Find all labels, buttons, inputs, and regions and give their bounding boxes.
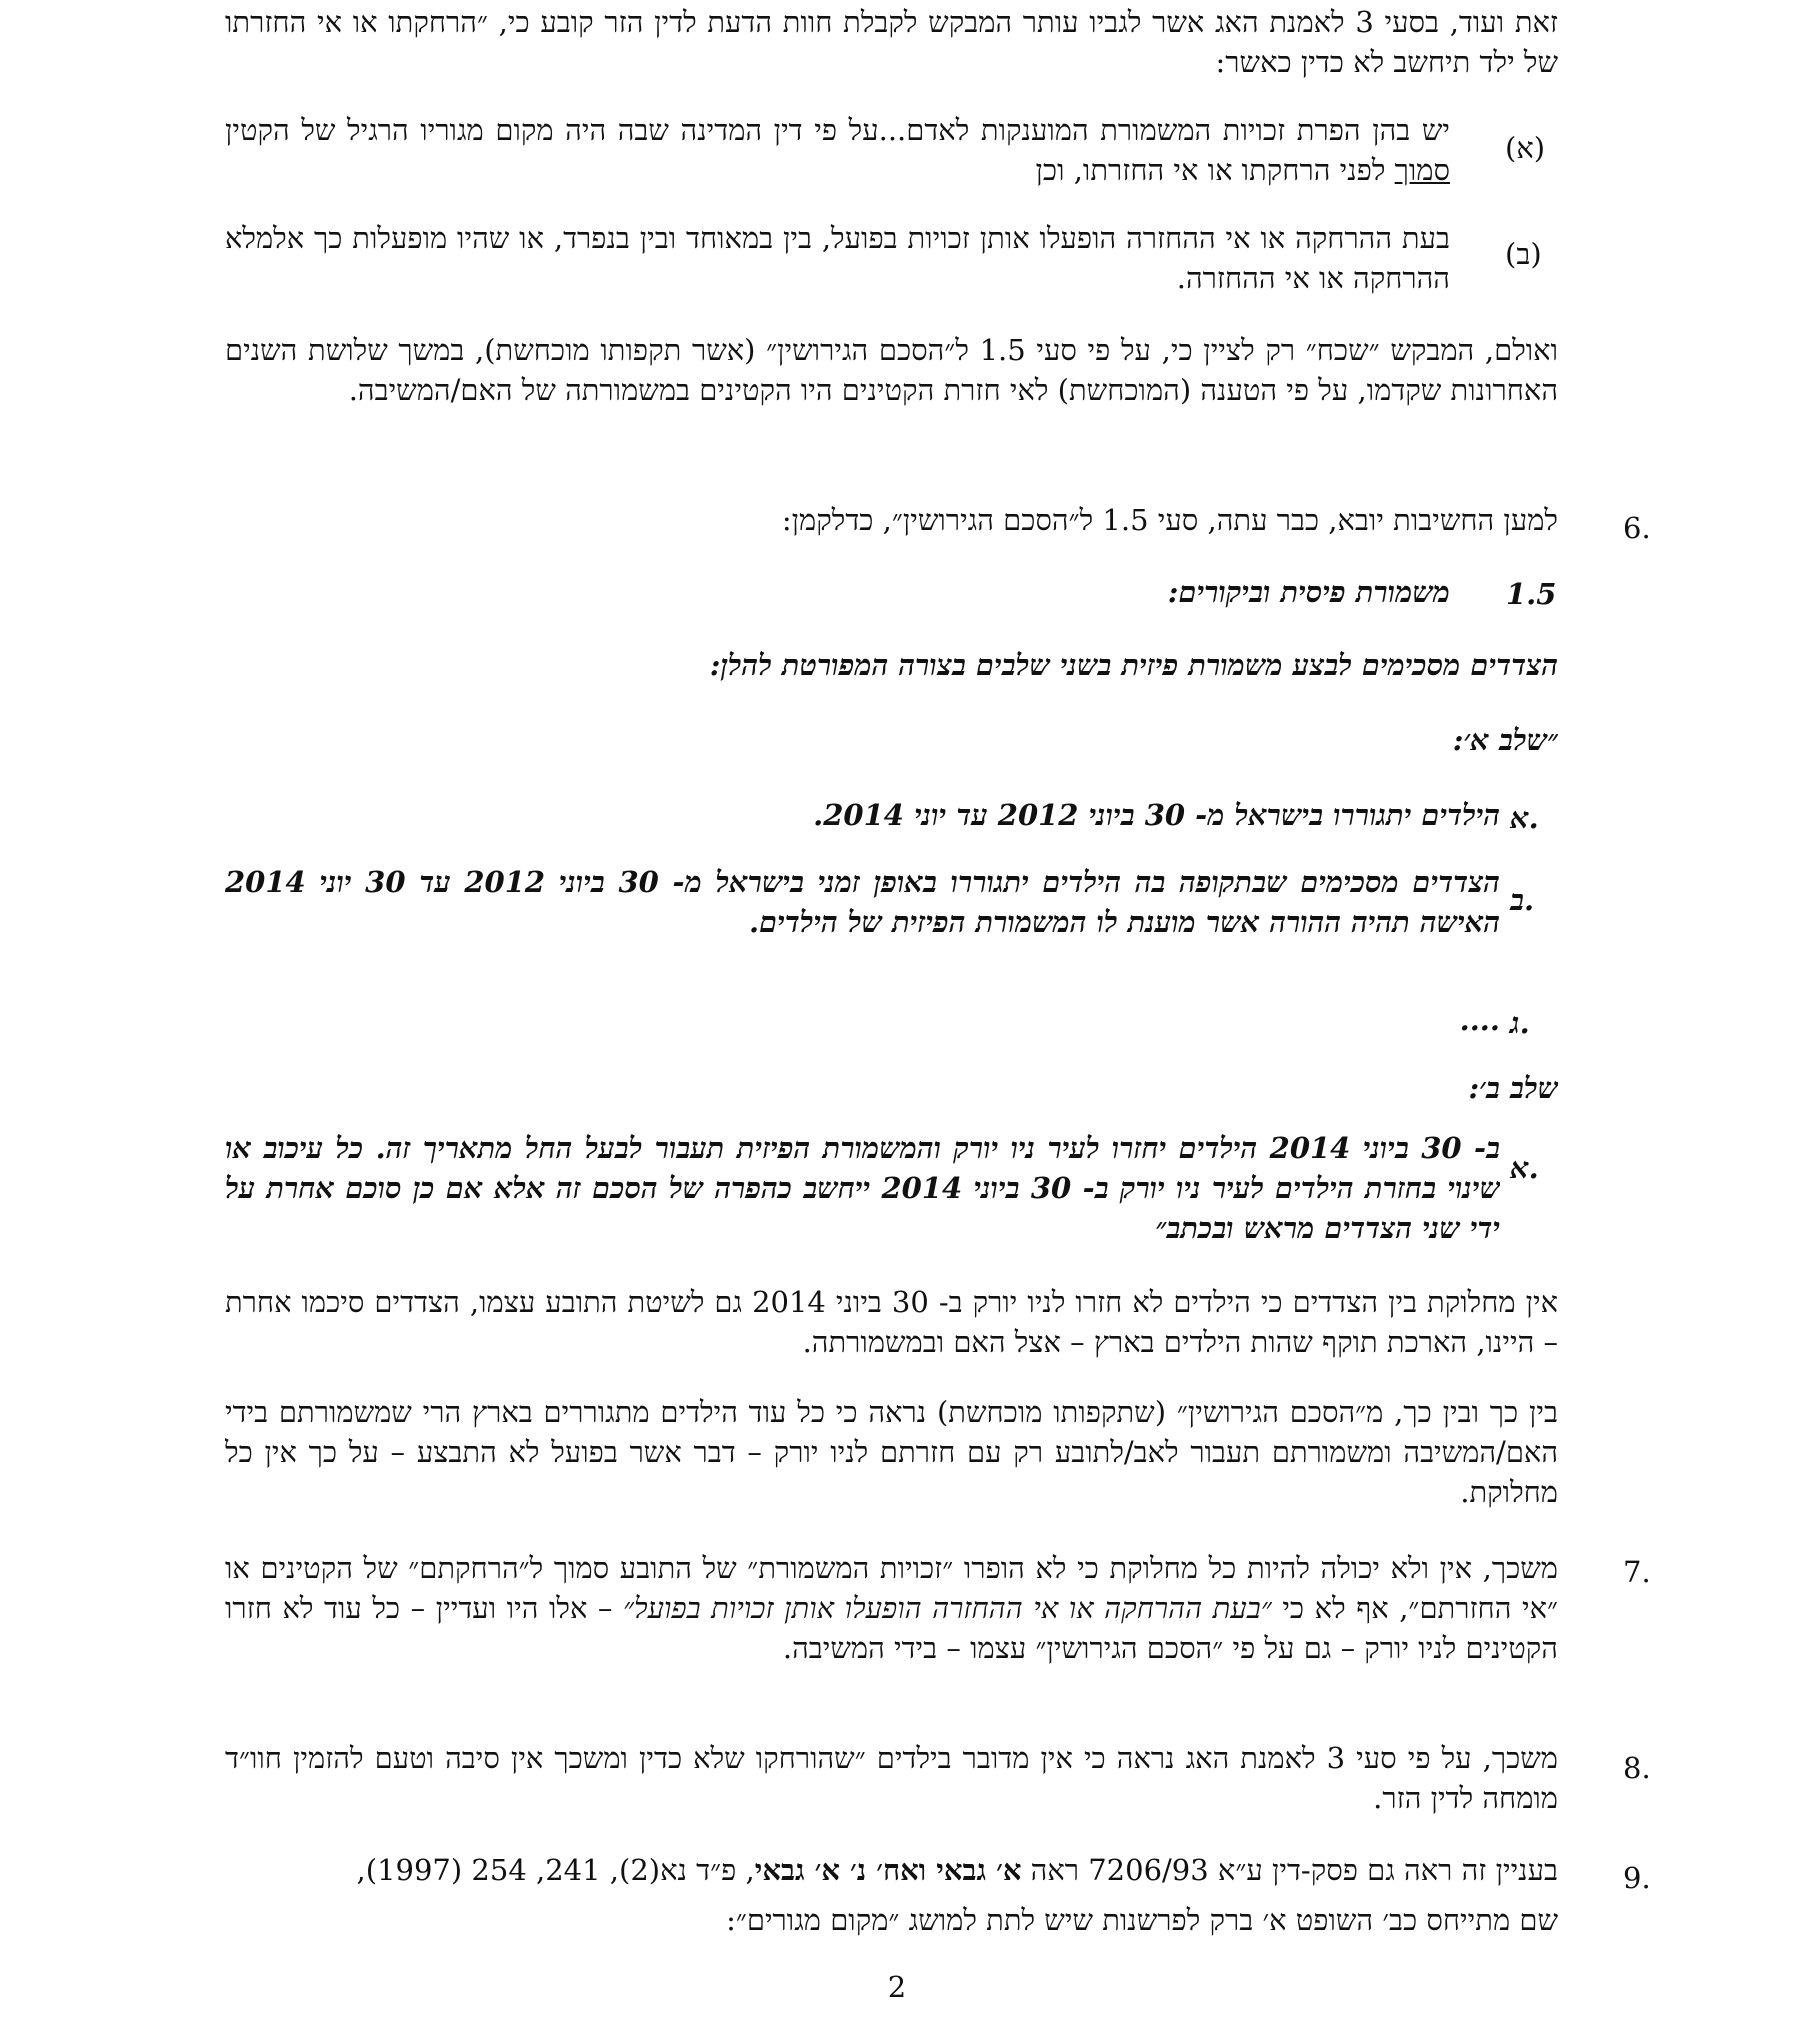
dispute-paragraph: אין מחלוקת בין הצדדים כי הילדים לא חזרו לניו יורק ב- 30 ביוני 2014 גם לשיטת התובע עצמו, הצדדים סיכמו אחרת – היינו, הארכת תוקף שהות הילדים בארץ – אצל האם ובמשמורתה. <box>225 1285 1558 1359</box>
paragraph-9-text-part1: בעניין זה ראה גם פסק-דין ע״א 7206/93 ראה <box>1021 1853 1558 1887</box>
quote-a3-text: .... <box>1459 1003 1500 1037</box>
paragraph-8-number: 8. <box>1623 1751 1651 1785</box>
quote-a1-text: הילדים יתגוררו בישראל מ- 30 ביוני 2012 עד יוני 2014. <box>813 798 1500 832</box>
quote-a3-label: ג. <box>1510 1006 1530 1040</box>
quote-a2-text: הצדדים מסכימים שבתקופה בה הילדים יתגוררו באופן זמני בישראל מ- 30 ביוני 2012 עד 30 יוני 2014 האישה תהיה ההורה אשר מוענת לו המשמורת הפיזית של הילדים. <box>225 865 1500 939</box>
paragraph-9-text <box>225 1850 1558 1894</box>
subclause-a-text-part2: לפני הרחקתו או אי החזרתו, וכן <box>1035 153 1395 187</box>
however-paragraph: ואולם, המבקש ״שכח״ רק לציין כי, על פי סעי 1.5 ל״הסכם הגירושין״ (אשר תקפותו מוכחשת), במשך שלושת השנים האחרונות שקדמו, על פי הטענה (המוכחשת) לאי חזרת הקטינים היו הקטינים במשמורתה של האם/המשיבה. <box>225 333 1558 407</box>
page-number: 2 <box>887 1970 907 2004</box>
anyway-paragraph: בין כך ובין כך, מ״הסכם הגירושין״ (שתקפותו מוכחשת) נראה כי כל עוד הילדים מתגוררים בארץ הרי שמשמורתם בידי האם/המשיבה ומשמורתם תעבור לאב/לתובע רק עם חזרתם לניו יורק – דבר אשר בפועל לא התבצע – על כך אין כל מחלוקת. <box>225 1395 1558 1509</box>
quote-stage-b-heading: שלב ב׳: <box>1468 1071 1558 1105</box>
quote-b1-label: א. <box>1510 1151 1539 1185</box>
paragraph-9-continuation: שם מתייחס כב׳ השופט א׳ ברק לפרשנות שיש לתת למושג ״מקום מגורים״: <box>726 1903 1558 1937</box>
quote-section-title: משמורת פיסית וביקורים: <box>1167 575 1450 609</box>
subclause-a-label: (א) <box>1505 131 1546 165</box>
quote-b1-text: ב- 30 ביוני 2014 הילדים יחזרו לעיר ניו יורק והמשמורת הפיזית תעבור לבעל החל מתאריך זה. כל עיכוב או שינוי בחזרת הילדים לעיר ניו יורק ב- 30 ביוני 2014 ייחשב כהפרה של הסכם זה אלא אם כן סוכם אחרת על ידי שני הצדדים מראש ובכתב״ <box>225 1131 1500 1245</box>
paragraph-7-italic-quote: ״בעת ההרחקה או אי ההחזרה הופעלו אותן זכויות בפועל״ <box>623 1591 1272 1625</box>
subclause-b-label: (ב) <box>1505 237 1542 271</box>
subclause-b-text: בעת ההרחקה או אי ההחזרה הופעלו אותן זכויות בפועל, בין במאוחד ובין בנפרד, או שהיו מופעלות כך אלמלא ההרחקה או אי ההחזרה. <box>225 221 1450 295</box>
quote-stage-a-heading: ״שלב א׳: <box>1452 723 1558 757</box>
subclause-a-text <box>225 110 1450 194</box>
subclause-a-text-part1: יש בהן הפרת זכויות המשמורת המוענקות לאדם...על פי דין המדינה שבה היה מקום מגוריו הרגיל של הקטין <box>225 113 1450 147</box>
paragraph-7-text <box>225 1548 1558 1712</box>
paragraph-7-number: 7. <box>1623 1555 1651 1589</box>
paragraph-9-number: 9. <box>1623 1861 1651 1895</box>
paragraph-9-text-part2: , פ״ד נא(2), 241, 254 (1997), <box>356 1853 755 1887</box>
quote-a2-label: ב. <box>1510 883 1535 917</box>
paragraph-7-text-part1: משכך, אין ולא יכולה להיות כל מחלוקת כי לא הופרו ״זכויות המשמורת״ של התובע סמוך ל״הרחקתם״ של הקטינים או ״אי החזרתם״, אף לא כי <box>225 1551 1558 1625</box>
intro-paragraph: זאת ועוד, בסעי 3 לאמנת האג אשר לגביו עותר המבקש לקבלת חוות הדעת לדין הזר קובע כי, ״הרחקתו או אי החזרתו של ילד תיחשב לא כדין כאשר: <box>225 5 1558 79</box>
subclause-a-underlined: סמוך <box>1394 153 1450 187</box>
paragraph-7-text-part2: – אלו היו ועדיין – כל עוד לא חזרו הקטינים לניו יורק – גם על פי ״הסכם הגירושין״ עצמו – בידי המשיבה. <box>225 1591 1558 1665</box>
paragraph-6-number: 6. <box>1623 511 1651 545</box>
quote-a1-label: א. <box>1510 801 1539 835</box>
quote-section-number: 1.5 <box>1506 577 1557 611</box>
paragraph-9-case-name: א׳ גבאי ואח׳ נ׳ א׳ גבאי <box>754 1853 1022 1887</box>
paragraph-8-text: משכך, על פי סעי 3 לאמנת האג נראה כי אין מדובר בילדים ״שהורחקו שלא כדין ומשכך אין סיבה וטעם להזמין חוו״ד מומחה לדין הזר. <box>225 1741 1558 1815</box>
quote-parties-line: הצדדים מסכימים לבצע משמורת פיזית בשני שלבים בצורה המפורטת להלן: <box>709 648 1558 682</box>
paragraph-6-text: למען החשיבות יובא, כבר עתה, סעי 1.5 ל״הסכם הגירושין״, כדלקמן: <box>781 503 1558 537</box>
